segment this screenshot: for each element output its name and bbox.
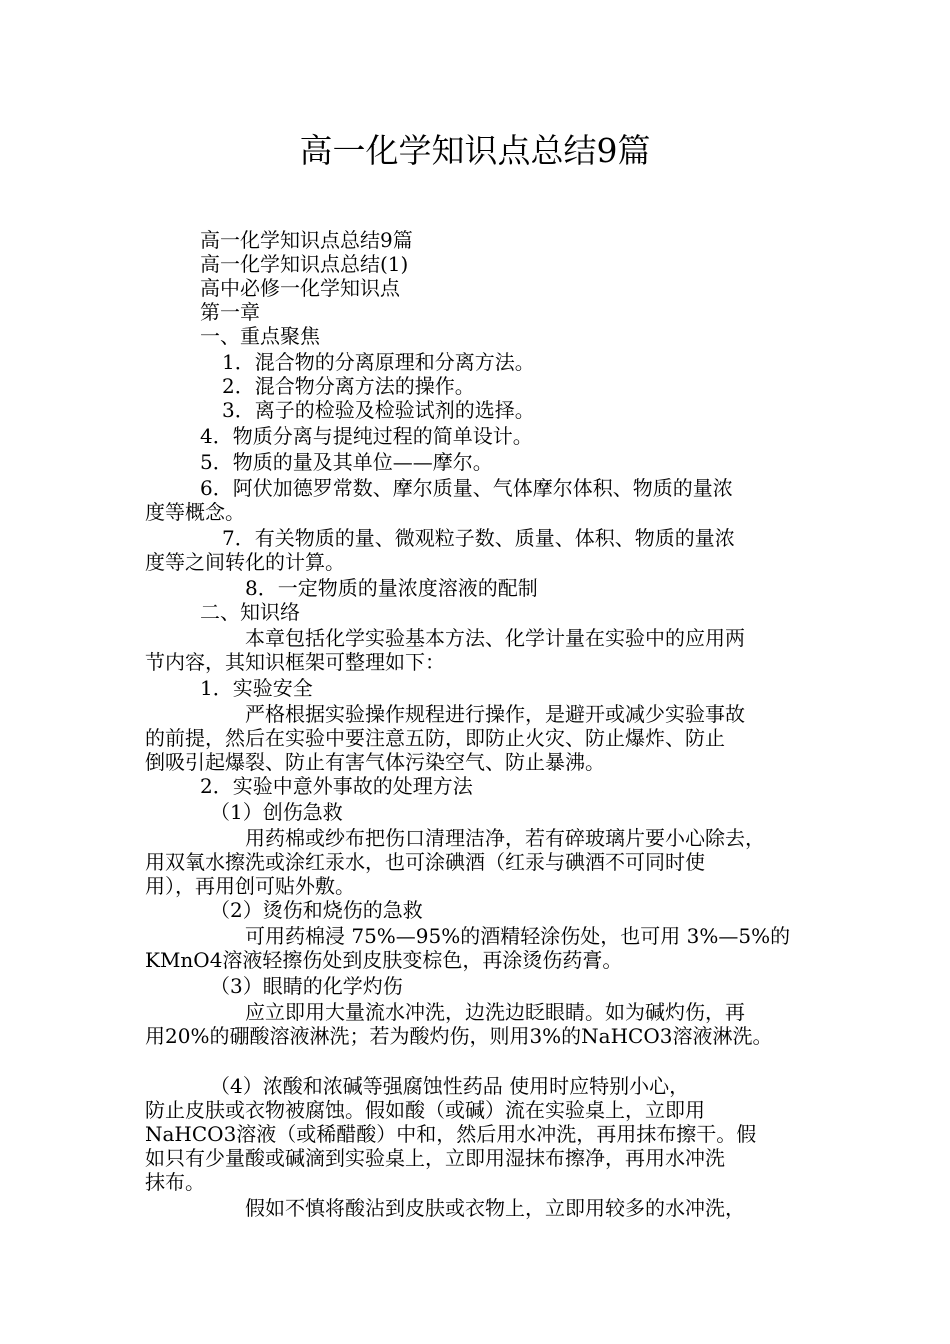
text-line: 的前提，然后在实验中要注意五防，即防止火灾、防止爆炸、防止 [145, 726, 725, 750]
text-line: 5．物质的量及其单位——摩尔。 [200, 450, 493, 474]
text-line: 第一章 [200, 300, 260, 324]
text-line: 高一化学知识点总结9篇 [200, 228, 413, 252]
text-line: 如只有少量酸或碱滴到实验桌上，立即用湿抹布擦净，再用水冲洗 [145, 1146, 725, 1170]
text-line: 度等概念。 [145, 500, 245, 524]
text-line: 2．混合物分离方法的操作。 [222, 374, 475, 398]
text-line: 高一化学知识点总结(1) [200, 252, 409, 276]
text-line: 高中必修一化学知识点 [200, 276, 400, 300]
text-line: 应立即用大量流水冲洗，边洗边眨眼睛。如为碱灼伤，再 [245, 1000, 745, 1024]
text-line: （3）眼睛的化学灼伤 [210, 974, 403, 998]
text-line: 用双氧水擦洗或涂红汞水，也可涂碘酒（红汞与碘酒不可同时使 [145, 850, 705, 874]
text-line: 假如不慎将酸沾到皮肤或衣物上，立即用较多的水冲洗， [245, 1196, 745, 1220]
document-title: 高一化学知识点总结9篇 [299, 131, 651, 170]
text-line: 1．实验安全 [200, 676, 313, 700]
text-line: 7．有关物质的量、微观粒子数、质量、体积、物质的量浓 [222, 526, 735, 550]
text-line: 一、重点聚焦 [200, 324, 320, 348]
text-line: 用药棉或纱布把伤口清理洁净，若有碎玻璃片要小心除去， [245, 826, 765, 850]
text-line: 抹布。 [145, 1170, 205, 1194]
text-line: 防止皮肤或衣物被腐蚀。假如酸（或碱）流在实验桌上，立即用 [145, 1098, 705, 1122]
text-line: 二、知识络 [200, 600, 300, 624]
text-line: 倒吸引起爆裂、防止有害气体污染空气、防止暴沸。 [145, 750, 605, 774]
text-line: 1．混合物的分离原理和分离方法。 [222, 350, 535, 374]
text-line: NaHCO3溶液（或稀醋酸）中和，然后用水冲洗，再用抹布擦干。假 [145, 1122, 757, 1146]
text-line: （2）烫伤和烧伤的急救 [210, 898, 423, 922]
text-line: 4．物质分离与提纯过程的简单设计。 [200, 424, 533, 448]
text-line: （1）创伤急救 [210, 800, 343, 824]
text-line: 节内容，其知识框架可整理如下： [145, 650, 445, 674]
text-line: 8．一定物质的量浓度溶液的配制 [245, 576, 538, 600]
text-line: 严格根据实验操作规程进行操作，是避开或减少实验事故 [245, 702, 745, 726]
text-line: 2．实验中意外事故的处理方法 [200, 774, 473, 798]
text-line: 度等之间转化的计算。 [145, 550, 345, 574]
text-line: 3．离子的检验及检验试剂的选择。 [222, 398, 535, 422]
text-line: （4）浓酸和浓碱等强腐蚀性药品 使用时应特别小心， [210, 1074, 690, 1098]
text-line: 本章包括化学实验基本方法、化学计量在实验中的应用两 [245, 626, 745, 650]
text-line: 可用药棉浸 75%—95%的酒精轻涂伤处，也可用 3%—5%的 [245, 924, 791, 948]
text-line: 6．阿伏加德罗常数、摩尔质量、气体摩尔体积、物质的量浓 [200, 476, 733, 500]
text-line: KMnO4溶液轻擦伤处到皮肤变棕色，再涂烫伤药膏。 [145, 948, 623, 972]
text-line: 用20%的硼酸溶液淋洗；若为酸灼伤，则用3%的NaHCO3溶液淋洗。 [145, 1024, 773, 1048]
text-line: 用），再用创可贴外敷。 [145, 874, 355, 898]
